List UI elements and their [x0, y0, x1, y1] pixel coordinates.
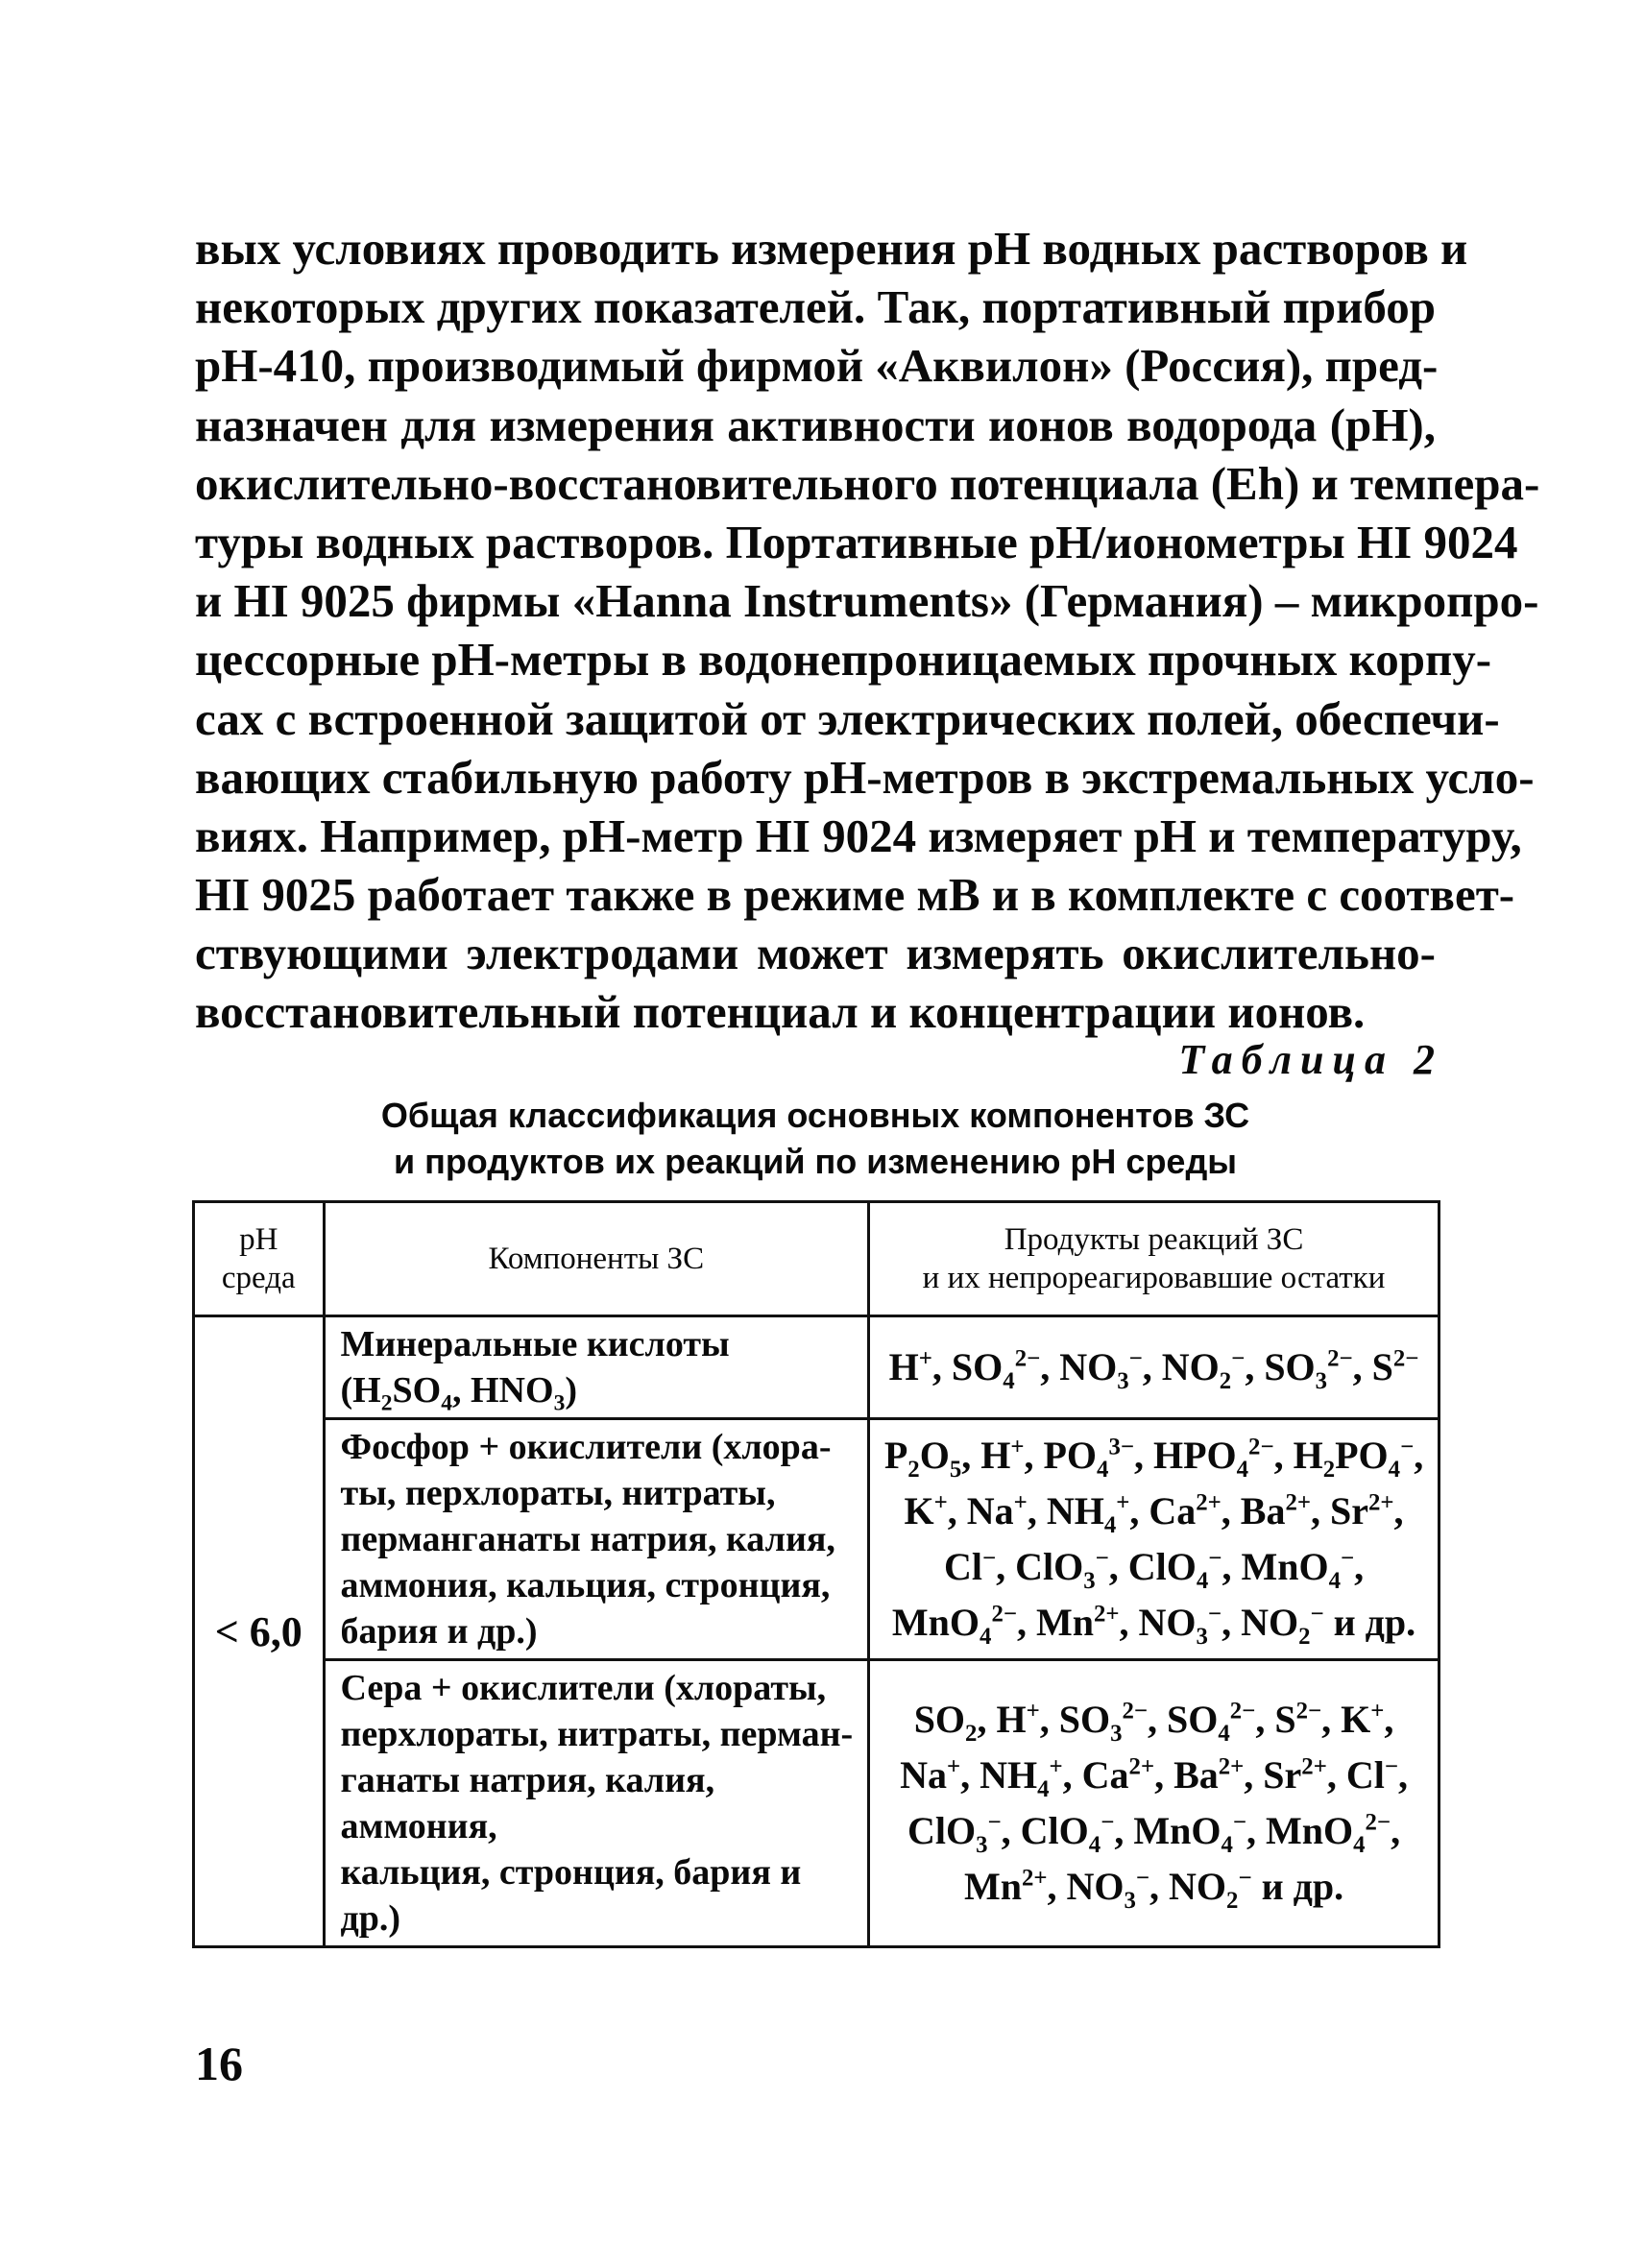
header-medium-label: среда	[221, 1261, 296, 1295]
paragraph-line: окислительно-восстановительного потенциала (Eh) и темпера-	[195, 456, 1540, 510]
products-cell: $P_2O_5$, H+, $PO_4^{3-}$, $HPO_4^{2-}$, $H_2PO_4^-$, K+, Na+, $NH_4^+$, $Ca^{2+}$, $Ba^{2+}$, $Sr^{2+}$, Cl−, ClO$_3$−, ClO$_4$−, MnO$_4$−, MnO$_4^{2-}$, $Mn^{2+}$, $NO_3^-$, $NO_2^-$ и др.	[869, 1419, 1439, 1660]
paragraph-line: цессорные pH-метры в водонепроницаемых прочных корпу-	[195, 633, 1492, 687]
header-products-line1: Продукты реакций ЗС	[1004, 1222, 1304, 1257]
classification-table	[192, 1200, 1440, 1948]
paragraph-line: и HI 9025 фирмы «Hanna Instruments» (Германия) – микропро-	[195, 574, 1539, 628]
paragraph-line: ствующими электродами может измерять окислительно-	[195, 927, 1436, 980]
ph-value-cell: < 6,0	[194, 1316, 325, 1947]
paragraph-line: восстановительный потенциал и концентрации ионов.	[195, 985, 1366, 1039]
header-ph-medium	[194, 1202, 325, 1316]
header-products	[869, 1202, 1439, 1316]
component-cell: Сера + окислители (хлораты, перхлораты, нитраты, перман- ганаты натрия, калия, аммония, кальция, стронция, бария и др.)	[324, 1660, 869, 1947]
paragraph-line: вых условиях проводить измерения pH водных растворов и	[195, 222, 1468, 275]
products-cell: H+, $SO_4^{2-}$, $NO_3^-$, $NO_2^-$, $SO_3^{2-}$, $S^{2-}$	[869, 1316, 1439, 1419]
paragraph-line: pH-410, производимый фирмой «Аквилон» (Россия), пред-	[195, 339, 1439, 393]
paragraph-line: туры водных растворов. Портативные pH/ионометры HI 9024	[195, 515, 1518, 568]
paragraph-line: назначен для измерения активности ионов водорода (pH),	[195, 398, 1436, 451]
table-header-row	[194, 1202, 1439, 1316]
component-cell: Минеральные кислоты ($H_2SO_4$, $HNO_3$)	[324, 1316, 869, 1419]
table-row	[194, 1419, 1439, 1660]
table-caption-line: Общая классификация основных компонентов ЗС	[380, 1096, 1250, 1135]
component-cell: Фосфор + окислители (хлора- ты, перхлораты, нитраты, перманганаты натрия, калия, аммония, кальция, стронция, бария и др.)	[324, 1419, 869, 1660]
table-row	[194, 1316, 1439, 1419]
table-caption-line: и продуктов их реакций по изменению pH среды	[393, 1142, 1238, 1181]
paragraph-line: виях. Например, pH-метр HI 9024 измеряет pH и температуру,	[195, 808, 1522, 862]
paragraph-line: HI 9025 работает также в режиме мВ и в комплекте с соответ-	[195, 868, 1515, 922]
paragraph-line: некоторых других показателей. Так, портативный прибор	[195, 280, 1436, 334]
header-components: Компоненты ЗС	[324, 1202, 869, 1316]
table-number-label: Таблица 2	[1178, 1036, 1443, 1083]
products-cell: $SO_2$, H+, $SO_3^{2-}$, $SO_4^{2-}$, $S^{2-}$, K+, Na+, $NH_4^+$, $Ca^{2+}$, $Ba^{2+}$, $Sr^{2+}$, Cl−, ClO$_3$−, ClO$_4$−, MnO$_4$−, MnO$_4^{2-}$, $Mn^{2+}$, $NO_3^-$, $NO_2^-$ и др.	[869, 1660, 1439, 1947]
paragraph-line: сах с встроенной защитой от электрических полей, обеспечи-	[195, 691, 1500, 745]
body-paragraph	[195, 219, 1540, 1042]
paragraph-line: вающих стабильную работу pH-метров в экстремальных усло-	[195, 750, 1535, 804]
header-ph-label: pH	[239, 1222, 278, 1257]
page-number: 16	[195, 2037, 243, 2090]
table-caption	[195, 1093, 1436, 1185]
table-row	[194, 1660, 1439, 1947]
header-products-line2: и их непрореагировавшие остатки	[922, 1261, 1386, 1295]
